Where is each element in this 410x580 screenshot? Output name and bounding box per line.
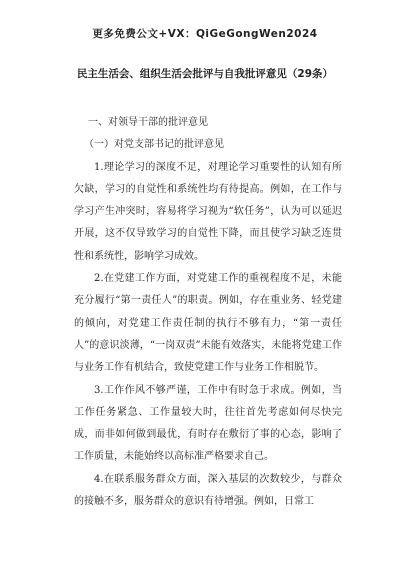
section-subheading: （一）对党支部书记的批评意见: [84, 139, 224, 151]
document-body: [74, 112, 342, 513]
document-title: 民主生活会、组织生活会批评与自我批评意见（29条）: [76, 68, 334, 80]
paragraph-2: 2.在党建工作方面，对党建工作的重视程度不足，未能充分履行“第一责任人”的职责。例如，存在重业务、轻党建的倾向，对党建工作责任制的执行不够有力，“第一责任人”的意识淡薄，“一岗双责”未能有效落实，未能将党建工作与业务工作有机结合，致使党建工作与业务工作相脱节。: [74, 273, 342, 374]
paragraph-4: 4.在联系服务群众方面，深入基层的次数较少，与群众的接触不多，服务群众的意识有待增强。例如，日常工: [74, 473, 342, 508]
paragraph-1: 1.理论学习的深度不足，对理论学习重要性的认知有所欠缺，学习的自觉性和系统性均有待提高。例如，在工作与学习产生冲突时，容易将学习视为“软任务”，认为可以延迟开展，这不仅导致学习的自觉性下降，而且使学习缺乏连贯性和系统性，影响学习成效。: [74, 161, 342, 262]
section-heading: 一、对领导干部的批评意见: [88, 117, 208, 128]
watermark-text: 更多免费公文+VX：QiGeGongWen2024: [92, 28, 318, 40]
paragraph-3: 3.工作作风不够严谨，工作中有时急于求成。例如，当工作任务紧急、工作量较大时，往往首先考虑如何尽快完成，而非如何做到最优，有时存在敷衍了事的心态，影响了工作质量，未能始终以高标准严格要求自己。: [74, 384, 342, 463]
